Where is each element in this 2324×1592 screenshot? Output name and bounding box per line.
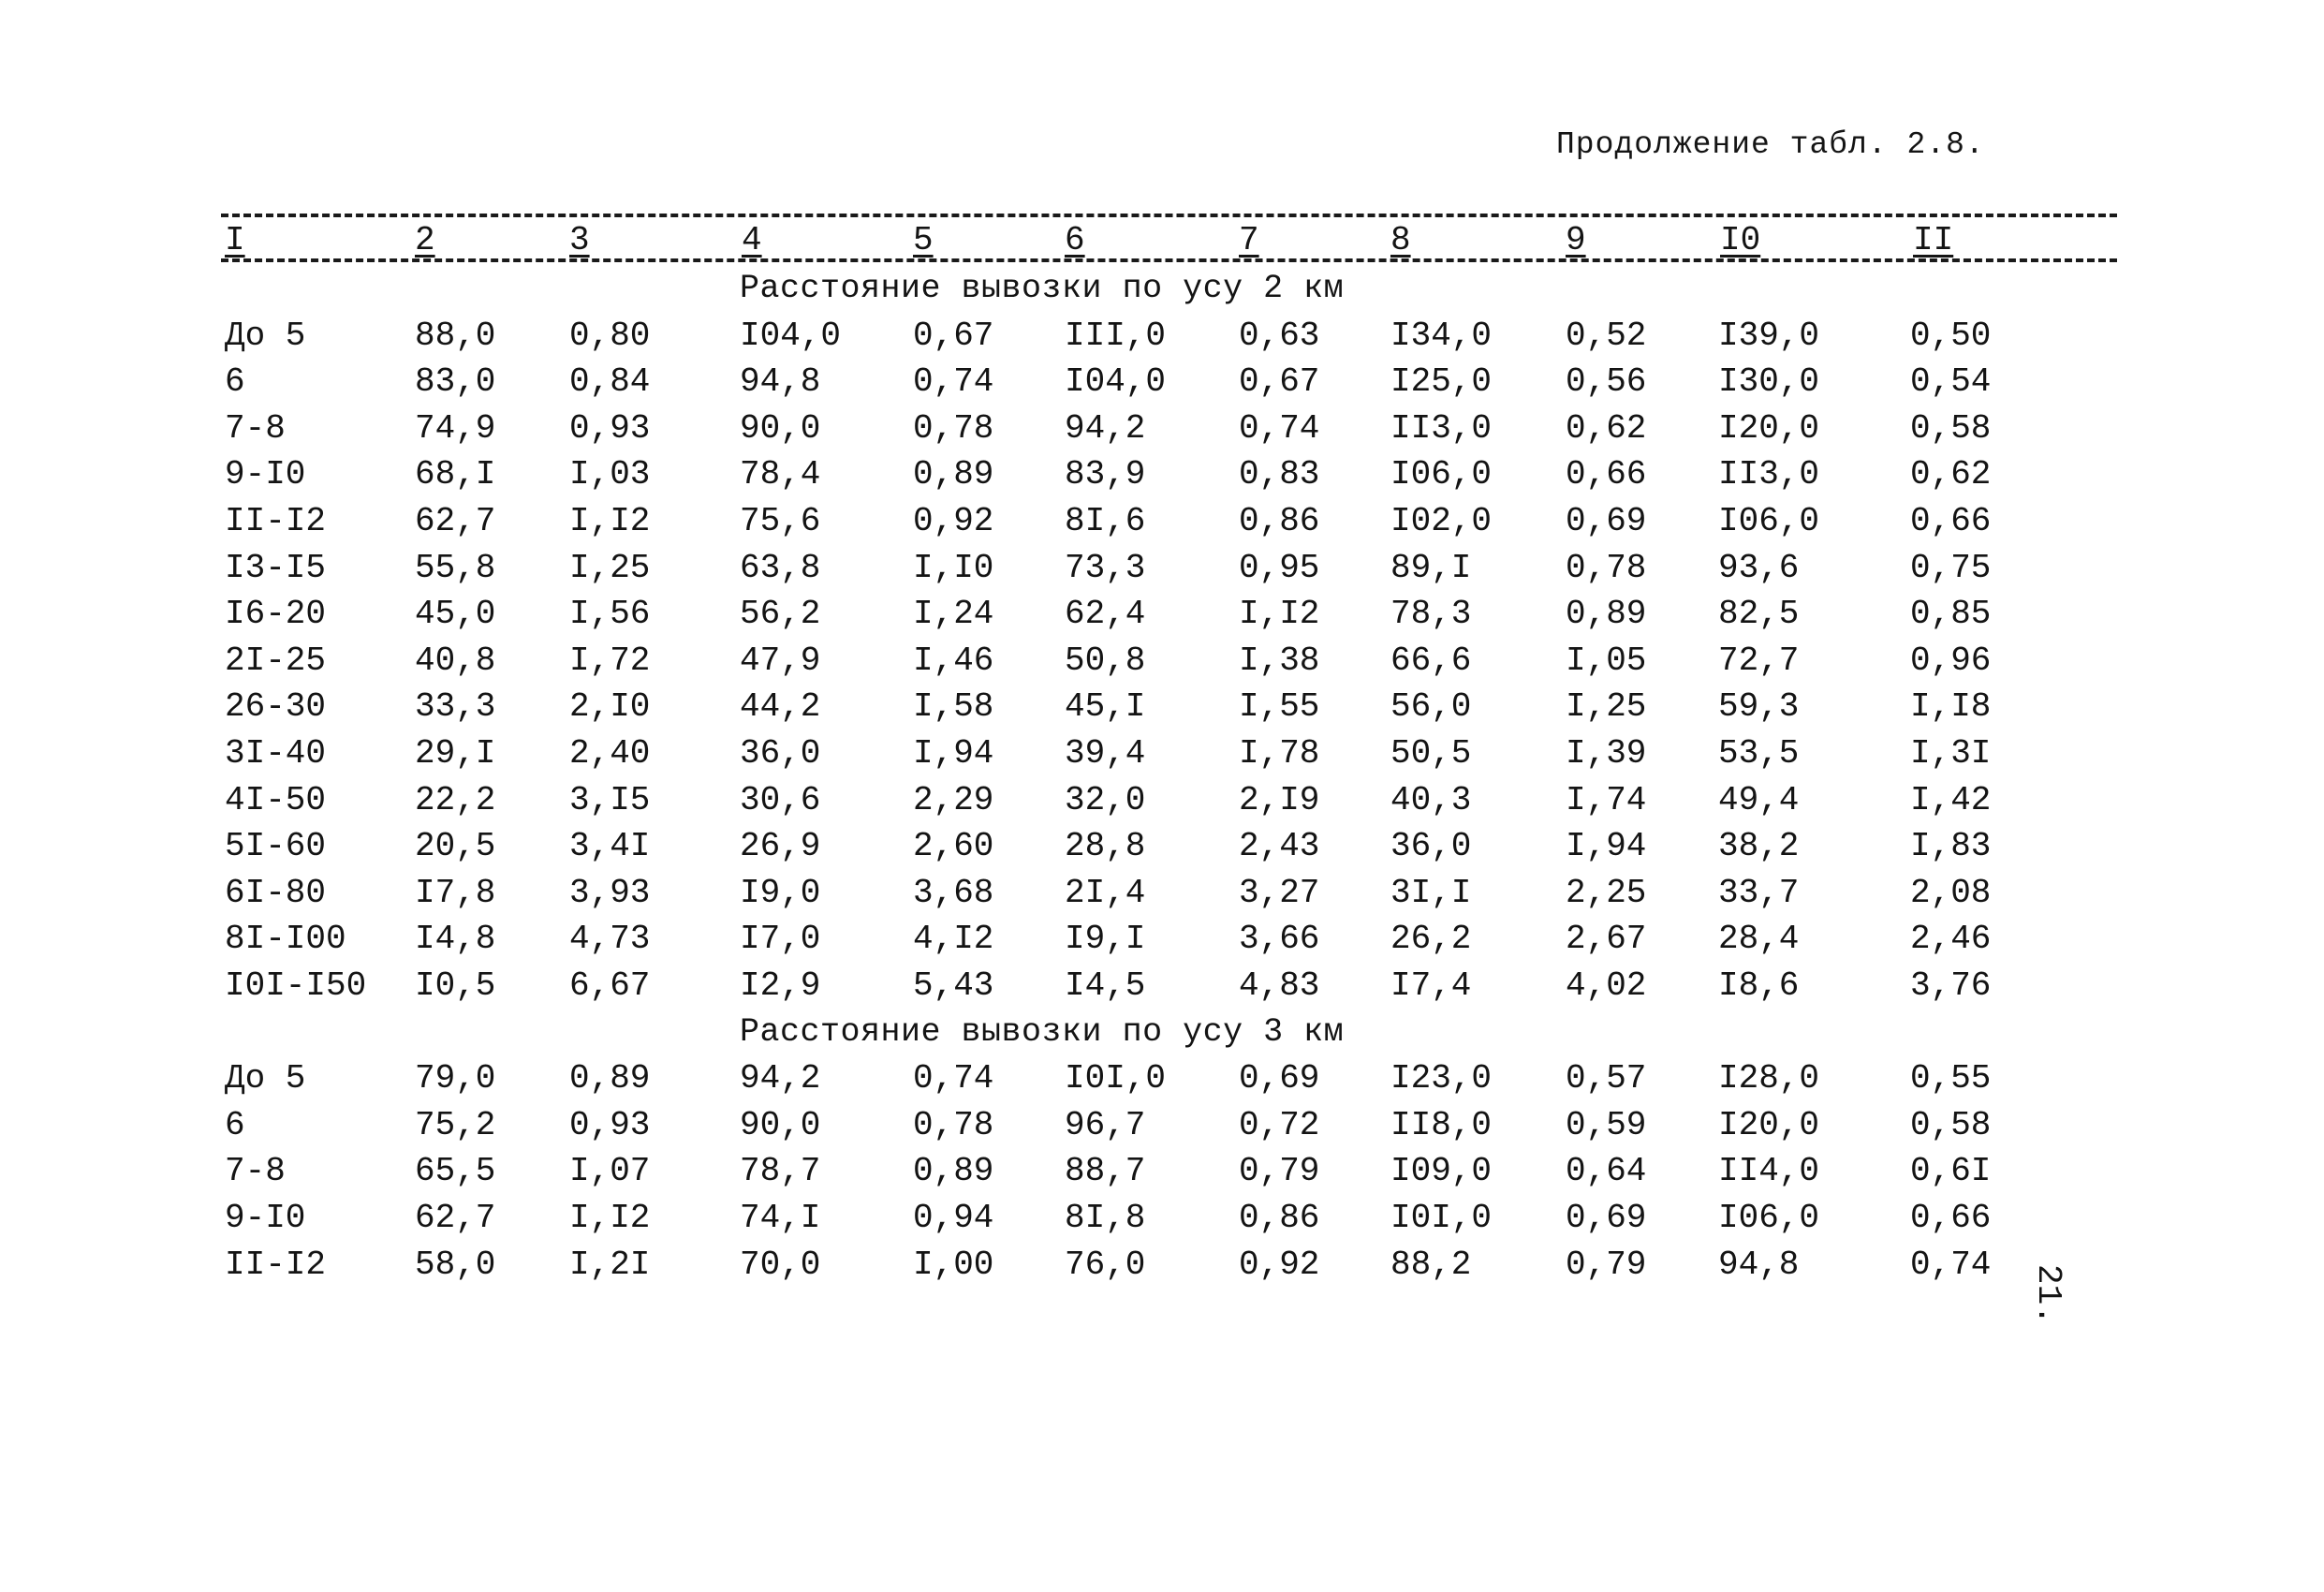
section-title: Расстояние вывозки по усу 2 км xyxy=(740,270,1345,307)
table-top-rule xyxy=(221,214,2117,217)
table-cell: 6,67 xyxy=(569,966,651,1005)
table-cell: 90,0 xyxy=(740,408,821,448)
table-cell: 5,43 xyxy=(913,966,994,1005)
table-cell: 3,76 xyxy=(1910,966,1992,1005)
table-cell: 56,2 xyxy=(740,595,821,634)
table-cell: 96,7 xyxy=(1065,1105,1146,1144)
table-cell: 0,89 xyxy=(569,1059,651,1098)
table-cell: II3,0 xyxy=(1718,455,1820,494)
table-cell: 74,9 xyxy=(415,408,496,448)
table-cell: 2,08 xyxy=(1910,873,1992,912)
table-cell: 8I,8 xyxy=(1065,1199,1146,1237)
table-cell: 0,6I xyxy=(1910,1152,1992,1191)
table-cell: I0I,0 xyxy=(1065,1059,1167,1098)
table-cell: 63,8 xyxy=(740,548,821,587)
table-cell: I7,0 xyxy=(740,920,821,959)
table-cell: 29,I xyxy=(415,734,496,773)
table-row xyxy=(0,362,2324,405)
table-cell: 0,94 xyxy=(913,1199,994,1237)
table-row xyxy=(0,317,2324,360)
table-cell: 3,68 xyxy=(913,873,994,912)
table-cell: 76,0 xyxy=(1065,1245,1146,1284)
row-label-cell: II-I2 xyxy=(225,502,327,540)
table-cell: 83,0 xyxy=(415,362,496,402)
table-cell: 0,58 xyxy=(1910,408,1992,448)
table-cell: 0,83 xyxy=(1239,455,1320,494)
table-cell: I06,0 xyxy=(1718,1199,1820,1237)
row-label-cell: 9-I0 xyxy=(225,455,306,494)
table-cell: I9,0 xyxy=(740,873,821,912)
table-cell: 0,79 xyxy=(1566,1245,1647,1284)
table-cell: I06,0 xyxy=(1718,502,1820,540)
table-cell: I,24 xyxy=(913,595,994,634)
table-cell: I0I,0 xyxy=(1390,1199,1493,1237)
table-cell: I20,0 xyxy=(1718,1105,1820,1144)
table-row xyxy=(0,827,2324,870)
table-cell: I7,4 xyxy=(1390,966,1472,1005)
table-row xyxy=(0,874,2324,917)
table-cell: 2,29 xyxy=(913,780,994,819)
table-cell: 3,I5 xyxy=(569,780,651,819)
table-cell: 88,2 xyxy=(1390,1245,1472,1284)
table-cell: I,05 xyxy=(1566,641,1647,680)
page-number: 21. xyxy=(2029,1264,2067,1325)
table-cell: 0,95 xyxy=(1239,548,1320,587)
table-cell: 0,85 xyxy=(1910,595,1992,634)
row-label-cell: I3-I5 xyxy=(225,548,327,587)
table-cell: 36,0 xyxy=(1390,827,1472,866)
table-cell: I09,0 xyxy=(1390,1152,1493,1191)
table-cell: 44,2 xyxy=(740,687,821,727)
table-cell: I23,0 xyxy=(1390,1059,1493,1098)
table-cell: 32,0 xyxy=(1065,780,1146,819)
table-row xyxy=(0,595,2324,638)
table-cell: 0,84 xyxy=(569,362,651,402)
table-cell: I,38 xyxy=(1239,641,1320,680)
table-row xyxy=(0,920,2324,963)
table-cell: 75,2 xyxy=(415,1105,496,1144)
table-cell: 50,5 xyxy=(1390,734,1472,773)
table-row xyxy=(0,781,2324,824)
row-label-cell: До 5 xyxy=(225,1059,306,1098)
table-cell: I7,8 xyxy=(415,873,496,912)
table-cell: I,39 xyxy=(1566,734,1647,773)
table-row xyxy=(0,734,2324,777)
table-cell: 94,2 xyxy=(740,1059,821,1098)
column-header: 5 xyxy=(913,221,934,259)
table-cell: 0,92 xyxy=(913,502,994,540)
row-label-cell: 6 xyxy=(225,1105,245,1144)
table-cell: 55,8 xyxy=(415,548,496,587)
table-cell: 2,40 xyxy=(569,734,651,773)
table-cell: I2,9 xyxy=(740,966,821,1005)
table-cell: 3,66 xyxy=(1239,920,1320,959)
table-cell: 0,93 xyxy=(569,1105,651,1144)
table-cell: 70,0 xyxy=(740,1245,821,1284)
table-cell: 0,93 xyxy=(569,408,651,448)
table-cell: 0,74 xyxy=(913,362,994,402)
table-cell: 2,43 xyxy=(1239,827,1320,866)
table-cell: I,I2 xyxy=(569,1199,651,1237)
table-cell: 88,0 xyxy=(415,316,496,355)
table-cell: 2,67 xyxy=(1566,920,1647,959)
table-row xyxy=(0,641,2324,685)
table-cell: 38,2 xyxy=(1718,827,1800,866)
row-label-cell: 2I-25 xyxy=(225,641,327,680)
table-cell: I,58 xyxy=(913,687,994,727)
table-cell: 0,55 xyxy=(1910,1059,1992,1098)
table-cell: I,94 xyxy=(913,734,994,773)
table-cell: 0,74 xyxy=(913,1059,994,1098)
table-cell: 79,0 xyxy=(415,1059,496,1098)
table-cell: I,2I xyxy=(569,1245,651,1284)
table-cell: 0,72 xyxy=(1239,1105,1320,1144)
table-cell: I,42 xyxy=(1910,780,1992,819)
table-cell: I,55 xyxy=(1239,687,1320,727)
table-cell: 4,02 xyxy=(1566,966,1647,1005)
table-cell: 2,46 xyxy=(1910,920,1992,959)
table-cell: 0,69 xyxy=(1566,1199,1647,1237)
table-cell: 88,7 xyxy=(1065,1152,1146,1191)
column-header: 6 xyxy=(1065,221,1085,259)
table-cell: 47,9 xyxy=(740,641,821,680)
table-cell: 3,4I xyxy=(569,827,651,866)
table-cell: 0,89 xyxy=(913,455,994,494)
table-cell: 49,4 xyxy=(1718,780,1800,819)
table-cell: I,I8 xyxy=(1910,687,1992,727)
table-cell: 50,8 xyxy=(1065,641,1146,680)
row-label-cell: 6 xyxy=(225,362,245,402)
row-label-cell: 9-I0 xyxy=(225,1199,306,1237)
table-cell: I34,0 xyxy=(1390,316,1493,355)
column-header: 9 xyxy=(1566,221,1586,259)
table-cell: III,0 xyxy=(1065,316,1167,355)
table-cell: 72,7 xyxy=(1718,641,1800,680)
table-row xyxy=(0,1246,2324,1289)
table-cell: 62,7 xyxy=(415,1199,496,1237)
table-cell: 0,67 xyxy=(913,316,994,355)
table-cell: II8,0 xyxy=(1390,1105,1493,1144)
table-row xyxy=(0,966,2324,1010)
table-cell: I,25 xyxy=(1566,687,1647,727)
table-cell: 94,2 xyxy=(1065,408,1146,448)
row-label-cell: I6-20 xyxy=(225,595,327,634)
table-cell: 83,9 xyxy=(1065,455,1146,494)
table-cell: 0,59 xyxy=(1566,1105,1647,1144)
table-cell: 33,7 xyxy=(1718,873,1800,912)
table-cell: I,03 xyxy=(569,455,651,494)
table-cell: 26,9 xyxy=(740,827,821,866)
row-label-cell: 3I-40 xyxy=(225,734,327,773)
table-cell: 30,6 xyxy=(740,780,821,819)
table-cell: 65,5 xyxy=(415,1152,496,1191)
table-cell: I04,0 xyxy=(1065,362,1167,402)
table-cell: 45,0 xyxy=(415,595,496,634)
table-cell: 0,52 xyxy=(1566,316,1647,355)
table-cell: 68,I xyxy=(415,455,496,494)
table-cell: 0,78 xyxy=(1566,548,1647,587)
table-cell: I20,0 xyxy=(1718,408,1820,448)
table-cell: 0,78 xyxy=(913,1105,994,1144)
table-row xyxy=(0,409,2324,452)
table-cell: 0,57 xyxy=(1566,1059,1647,1098)
table-cell: 0,67 xyxy=(1239,362,1320,402)
table-cell: 2,25 xyxy=(1566,873,1647,912)
table-cell: I8,6 xyxy=(1718,966,1800,1005)
table-cell: I39,0 xyxy=(1718,316,1820,355)
column-header: 8 xyxy=(1390,221,1411,259)
row-label-cell: II-I2 xyxy=(225,1245,327,1284)
table-cell: 2,I9 xyxy=(1239,780,1320,819)
table-cell: 0,89 xyxy=(1566,595,1647,634)
table-cell: 4,I2 xyxy=(913,920,994,959)
column-header: II xyxy=(1913,221,1954,259)
table-cell: 53,5 xyxy=(1718,734,1800,773)
table-cell: 40,3 xyxy=(1390,780,1472,819)
table-cell: 0,69 xyxy=(1239,1059,1320,1098)
table-row xyxy=(0,455,2324,498)
table-cell: 0,74 xyxy=(1239,408,1320,448)
table-cell: 82,5 xyxy=(1718,595,1800,634)
table-cell: 28,4 xyxy=(1718,920,1800,959)
table-row xyxy=(0,549,2324,592)
table-cell: 75,6 xyxy=(740,502,821,540)
table-cell: 0,54 xyxy=(1910,362,1992,402)
table-row xyxy=(0,502,2324,545)
table-cell: 66,6 xyxy=(1390,641,1472,680)
table-cell: 0,56 xyxy=(1566,362,1647,402)
table-cell: 28,8 xyxy=(1065,827,1146,866)
table-cell: 94,8 xyxy=(740,362,821,402)
table-cell: 59,3 xyxy=(1718,687,1800,727)
row-label-cell: 7-8 xyxy=(225,1152,286,1191)
table-cell: I30,0 xyxy=(1718,362,1820,402)
table-cell: 3,93 xyxy=(569,873,651,912)
table-cell: 62,7 xyxy=(415,502,496,540)
table-cell: I,94 xyxy=(1566,827,1647,866)
table-cell: I,56 xyxy=(569,595,651,634)
table-cell: 0,86 xyxy=(1239,1199,1320,1237)
table-row xyxy=(0,1152,2324,1195)
table-cell: I,46 xyxy=(913,641,994,680)
row-label-cell: До 5 xyxy=(225,316,306,355)
row-label-cell: 7-8 xyxy=(225,408,286,448)
table-row xyxy=(0,1106,2324,1149)
table-cell: 0,63 xyxy=(1239,316,1320,355)
table-cell: I0,5 xyxy=(415,966,496,1005)
table-cell: 22,2 xyxy=(415,780,496,819)
table-cell: 33,3 xyxy=(415,687,496,727)
table-cell: I,72 xyxy=(569,641,651,680)
table-cell: 4,83 xyxy=(1239,966,1320,1005)
row-label-cell: I0I-I50 xyxy=(225,966,367,1005)
table-cell: I4,5 xyxy=(1065,966,1146,1005)
table-cell: 0,86 xyxy=(1239,502,1320,540)
table-cell: I,74 xyxy=(1566,780,1647,819)
row-label-cell: 26-30 xyxy=(225,687,327,727)
table-cell: 45,I xyxy=(1065,687,1146,727)
column-header: I0 xyxy=(1720,221,1761,259)
table-cell: 94,8 xyxy=(1718,1245,1800,1284)
table-cell: 78,7 xyxy=(740,1152,821,1191)
table-cell: 0,69 xyxy=(1566,502,1647,540)
table-cell: 0,58 xyxy=(1910,1105,1992,1144)
row-label-cell: 8I-I00 xyxy=(225,920,346,959)
table-cell: 0,64 xyxy=(1566,1152,1647,1191)
table-cell: I,I2 xyxy=(569,502,651,540)
table-cell: I,07 xyxy=(569,1152,651,1191)
table-cell: 78,3 xyxy=(1390,595,1472,634)
table-cell: 0,80 xyxy=(569,316,651,355)
table-cell: 4,73 xyxy=(569,920,651,959)
table-cell: 0,74 xyxy=(1910,1245,1992,1284)
table-cell: 89,I xyxy=(1390,548,1472,587)
table-cell: I,78 xyxy=(1239,734,1320,773)
table-caption: Продолжение табл. 2.8. xyxy=(1556,127,1985,162)
table-cell: 26,2 xyxy=(1390,920,1472,959)
table-cell: 0,66 xyxy=(1910,1199,1992,1237)
table-cell: I06,0 xyxy=(1390,455,1493,494)
table-cell: I,25 xyxy=(569,548,651,587)
column-header: 4 xyxy=(742,221,762,259)
table-cell: 58,0 xyxy=(415,1245,496,1284)
table-cell: 0,89 xyxy=(913,1152,994,1191)
table-cell: 73,3 xyxy=(1065,548,1146,587)
table-cell: 3I,I xyxy=(1390,873,1472,912)
table-cell: 0,92 xyxy=(1239,1245,1320,1284)
table-row xyxy=(0,1199,2324,1242)
table-cell: 8I,6 xyxy=(1065,502,1146,540)
table-cell: I,I2 xyxy=(1239,595,1320,634)
table-cell: I,3I xyxy=(1910,734,1992,773)
table-cell: 0,79 xyxy=(1239,1152,1320,1191)
table-cell: II4,0 xyxy=(1718,1152,1820,1191)
table-cell: 56,0 xyxy=(1390,687,1472,727)
table-cell: 0,62 xyxy=(1566,408,1647,448)
table-cell: 90,0 xyxy=(740,1105,821,1144)
column-header: 3 xyxy=(569,221,590,259)
table-row xyxy=(0,1059,2324,1102)
table-cell: I04,0 xyxy=(740,316,842,355)
section-title: Расстояние вывозки по усу 3 км xyxy=(740,1012,1345,1051)
table-cell: II3,0 xyxy=(1390,408,1493,448)
table-cell: 74,I xyxy=(740,1199,821,1237)
row-label-cell: 5I-60 xyxy=(225,827,327,866)
table-cell: 3,27 xyxy=(1239,873,1320,912)
table-cell: 20,5 xyxy=(415,827,496,866)
table-cell: 39,4 xyxy=(1065,734,1146,773)
header-bottom-rule xyxy=(221,258,2117,262)
table-cell: I4,8 xyxy=(415,920,496,959)
table-cell: I25,0 xyxy=(1390,362,1493,402)
table-row xyxy=(0,687,2324,730)
table-cell: 78,4 xyxy=(740,455,821,494)
table-cell: 2,60 xyxy=(913,827,994,866)
column-header: 2 xyxy=(415,221,435,259)
table-cell: 0,78 xyxy=(913,408,994,448)
table-cell: 0,62 xyxy=(1910,455,1992,494)
table-cell: I9,I xyxy=(1065,920,1146,959)
table-cell: 40,8 xyxy=(415,641,496,680)
table-cell: 93,6 xyxy=(1718,548,1800,587)
table-cell: I02,0 xyxy=(1390,502,1493,540)
column-header: 7 xyxy=(1239,221,1259,259)
table-cell: I28,0 xyxy=(1718,1059,1820,1098)
row-label-cell: 4I-50 xyxy=(225,780,327,819)
table-cell: I,I0 xyxy=(913,548,994,587)
column-header-row xyxy=(0,221,2324,262)
table-cell: I,83 xyxy=(1910,827,1992,866)
table-cell: 0,75 xyxy=(1910,548,1992,587)
column-header: I xyxy=(225,221,245,259)
table-cell: 0,66 xyxy=(1910,502,1992,540)
table-cell: 62,4 xyxy=(1065,595,1146,634)
table-cell: I,00 xyxy=(913,1245,994,1284)
table-cell: 0,66 xyxy=(1566,455,1647,494)
table-cell: 0,50 xyxy=(1910,316,1992,355)
table-cell: 0,96 xyxy=(1910,641,1992,680)
table-cell: 2I,4 xyxy=(1065,873,1146,912)
table-cell: 2,I0 xyxy=(569,687,651,727)
table-cell: 36,0 xyxy=(740,734,821,773)
row-label-cell: 6I-80 xyxy=(225,873,327,912)
